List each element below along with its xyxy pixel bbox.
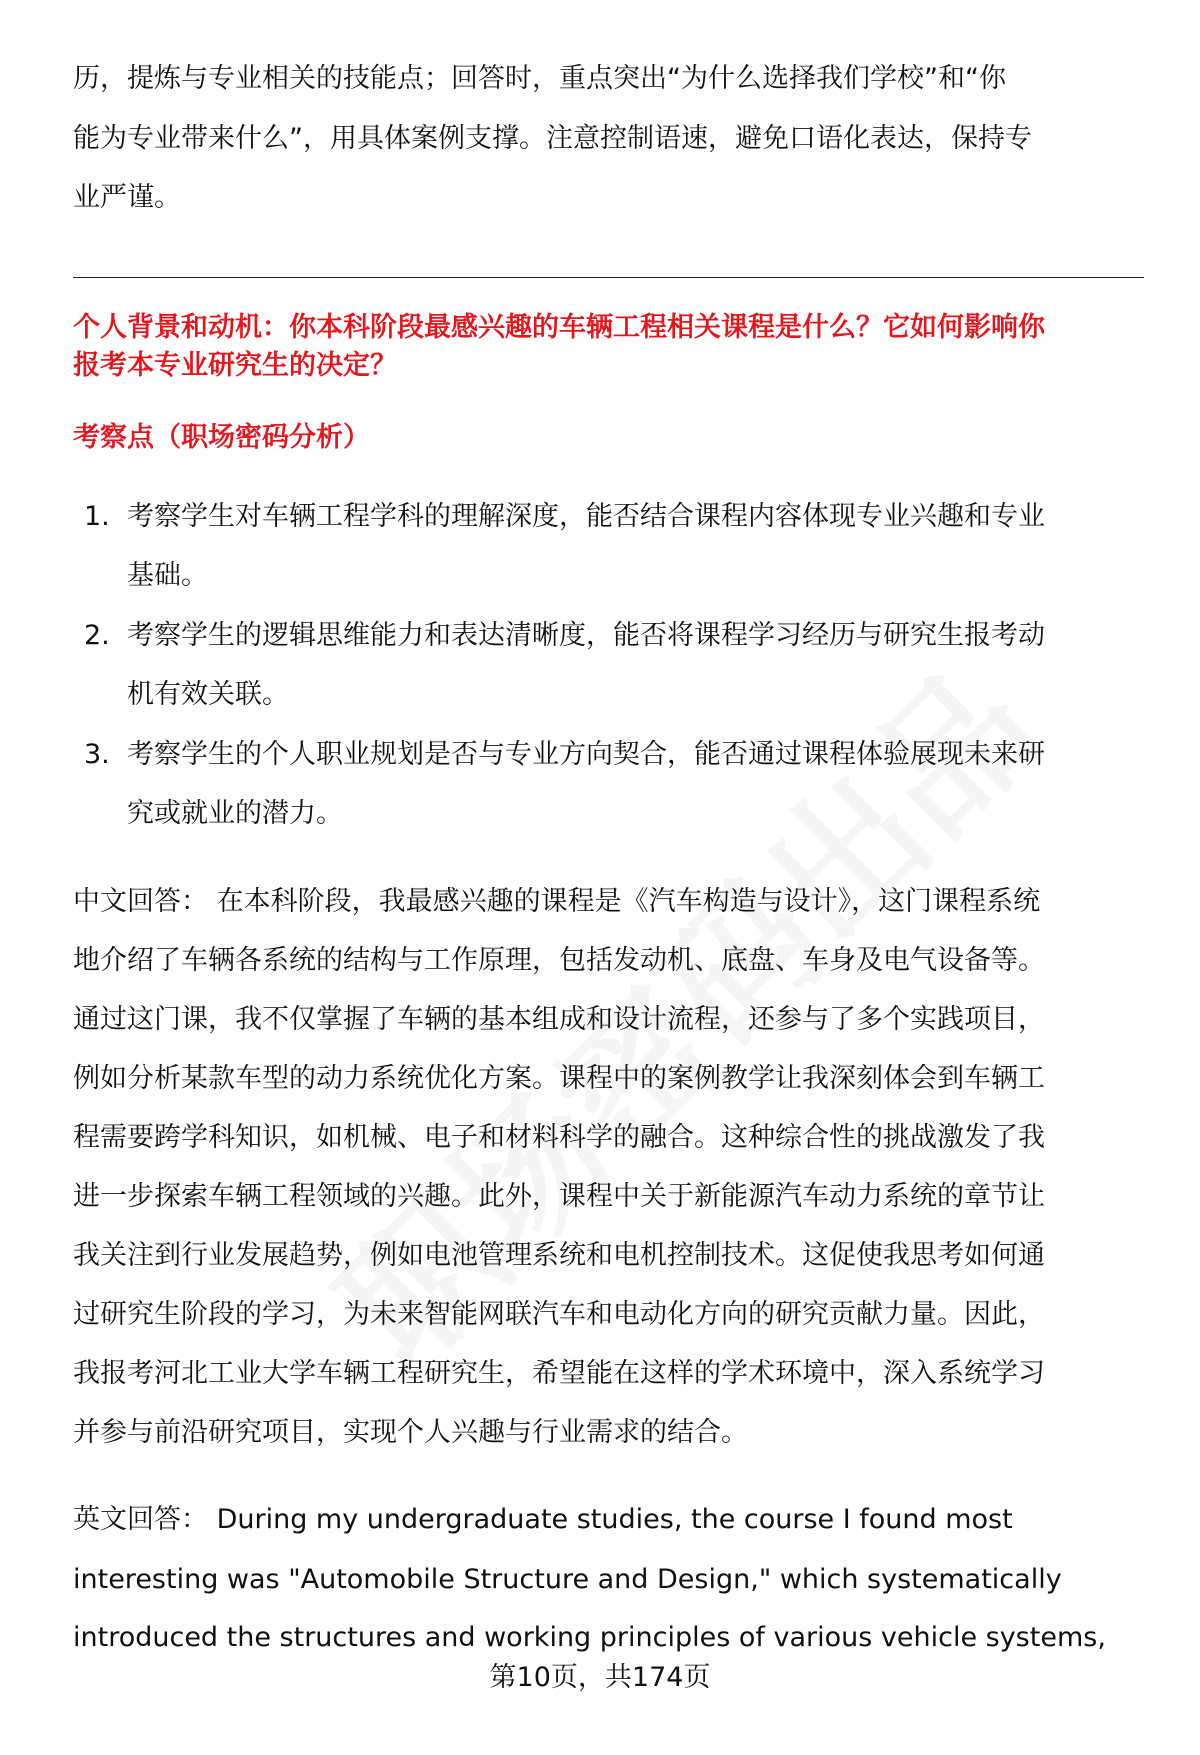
text-line: introduced the structures and working principles of various vehicle systems,: [73, 1622, 1106, 1653]
list-number: 3.: [84, 739, 110, 770]
text-line: 能为专业带来什么”，用具体案例支撑。注意控制语速，避免口语化表达，保持专: [73, 123, 1032, 154]
focus-title: 考察点（职场密码分析）: [73, 422, 370, 453]
text-line: 并参与前沿研究项目，实现个人兴趣与行业需求的结合。: [73, 1417, 748, 1448]
question-line: 个人背景和动机：你本科阶段最感兴趣的车辆工程相关课程是什么？它如何影响你: [73, 312, 1045, 343]
text-line: 业严谨。: [73, 182, 181, 213]
list-item-line: 机有效关联。: [127, 679, 289, 710]
text-line: 程需要跨学科知识，如机械、电子和材料科学的融合。这种综合性的挑战激发了我: [73, 1122, 1045, 1153]
text-line: interesting was "Automobile Structure and Design," which systematically: [73, 1564, 1062, 1595]
text-line: 例如分析某款车型的动力系统优化方案。课程中的案例教学让我深刻体会到车辆工: [73, 1063, 1045, 1094]
text-line: 中文回答： 在本科阶段，我最感兴趣的课程是《汽车构造与设计》，这门课程系统: [73, 886, 1041, 917]
list-item-line: 考察学生的逻辑思维能力和表达清晰度，能否将课程学习经历与研究生报考动: [127, 620, 1045, 651]
list-number: 1.: [84, 501, 110, 532]
text-line: 历，提炼与专业相关的技能点；回答时，重点突出“为什么选择我们学校”和“你: [73, 63, 1006, 94]
section-divider: [73, 277, 1144, 278]
list-item-line: 考察学生对车辆工程学科的理解深度，能否结合课程内容体现专业兴趣和专业: [127, 501, 1045, 532]
page-number: 第10页，共174页: [489, 1662, 711, 1693]
list-number: 2.: [84, 620, 110, 651]
text-line: 进一步探索车辆工程领域的兴趣。此外，课程中关于新能源汽车动力系统的章节让: [73, 1181, 1045, 1212]
text-line: 英文回答： During my undergraduate studies, the course I found most: [73, 1504, 1013, 1535]
list-item-line: 究或就业的潜力。: [127, 798, 343, 829]
text-line: 我关注到行业发展趋势，例如电池管理系统和电机控制技术。这促使我思考如何通: [73, 1240, 1045, 1271]
text-line: 我报考河北工业大学车辆工程研究生，希望能在这样的学术环境中，深入系统学习: [73, 1358, 1045, 1389]
question-line: 报考本专业研究生的决定？: [73, 350, 397, 381]
text-line: 过研究生阶段的学习，为未来智能网联汽车和电动化方向的研究贡献力量。因此，: [73, 1299, 1045, 1330]
text-line: 地介绍了车辆各系统的结构与工作原理，包括发动机、底盘、车身及电气设备等。: [73, 945, 1045, 976]
list-item-line: 考察学生的个人职业规划是否与专业方向契合，能否通过课程体验展现未来研: [127, 739, 1045, 770]
text-line: 通过这门课，我不仅掌握了车辆的基本组成和设计流程，还参与了多个实践项目，: [73, 1004, 1045, 1035]
list-item-line: 基础。: [127, 560, 208, 591]
